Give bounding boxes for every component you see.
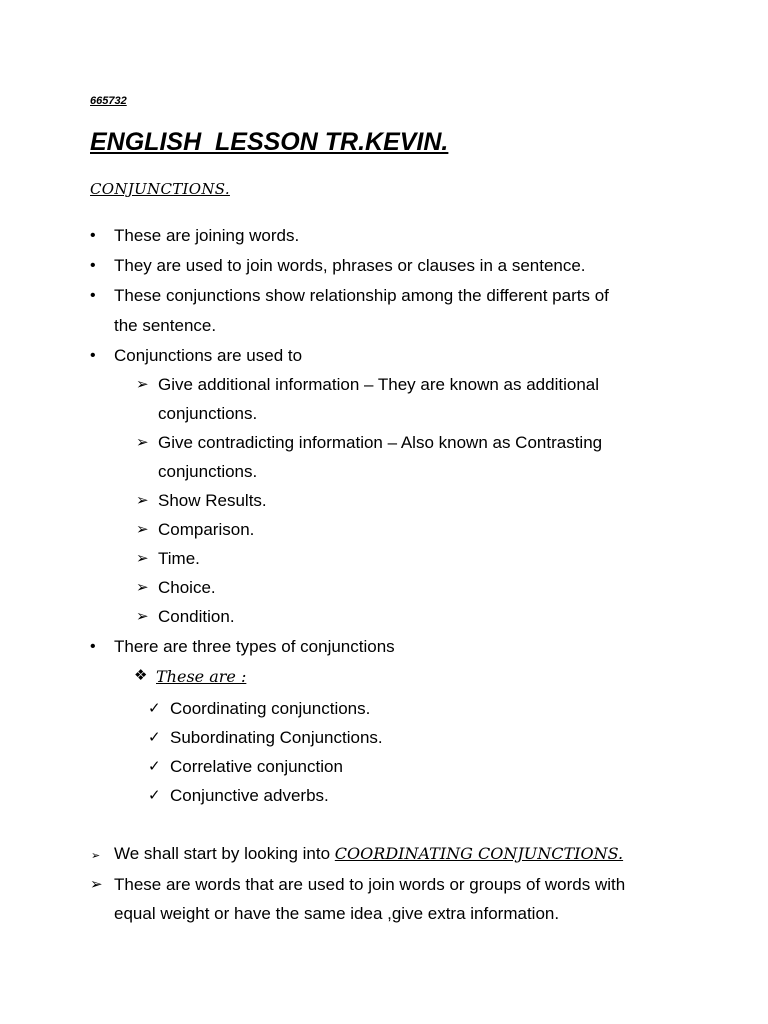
arrow-bullet-icon: ➢ bbox=[136, 492, 149, 509]
list-item: Conjunctions are used to bbox=[114, 346, 303, 365]
check-list-item: Correlative conjunction bbox=[170, 757, 343, 776]
arrow-bullet-icon: ➢ bbox=[91, 850, 101, 862]
check-icon: ✓ bbox=[148, 700, 161, 717]
diamond-bullet-icon: ❖ bbox=[134, 667, 148, 684]
arrow-bullet-icon: ➢ bbox=[136, 579, 149, 596]
bullet-icon: • bbox=[90, 227, 96, 244]
closing-text: We shall start by looking into bbox=[114, 844, 335, 863]
sub-list-item: Condition. bbox=[158, 607, 235, 626]
list-item-continuation: the sentence. bbox=[114, 316, 217, 335]
arrow-bullet-icon: ➢ bbox=[136, 434, 149, 451]
arrow-bullet-icon: ➢ bbox=[136, 550, 149, 567]
sub-list-item-continuation: conjunctions. bbox=[158, 462, 258, 481]
list-item: These conjunctions show relationship among the different parts of bbox=[114, 286, 609, 305]
check-list-item: Conjunctive adverbs. bbox=[170, 786, 329, 805]
section-heading: CONJUNCTIONS. bbox=[90, 180, 230, 198]
bullet-icon: • bbox=[90, 347, 96, 364]
emphasis-heading: COORDINATING CONJUNCTIONS. bbox=[334, 844, 624, 863]
check-list-item: Coordinating conjunctions. bbox=[170, 699, 371, 718]
closing-line: These are words that are used to join words or groups of words with bbox=[114, 875, 626, 894]
sub-list-item: Choice. bbox=[158, 578, 216, 597]
sub-list-item: Show Results. bbox=[158, 491, 267, 510]
sub-list-item-continuation: conjunctions. bbox=[158, 404, 258, 423]
sub-list-item: Give contradicting information – Also known as Contrasting bbox=[158, 433, 603, 452]
list-item: These are joining words. bbox=[114, 226, 300, 245]
check-icon: ✓ bbox=[148, 729, 161, 746]
sub-list-item: Comparison. bbox=[158, 520, 255, 539]
bullet-icon: • bbox=[90, 287, 96, 304]
arrow-bullet-icon: ➢ bbox=[90, 876, 103, 893]
list-item: They are used to join words, phrases or clauses in a sentence. bbox=[114, 256, 586, 275]
check-list-item: Subordinating Conjunctions. bbox=[170, 728, 383, 747]
bullet-icon: • bbox=[90, 638, 96, 655]
check-icon: ✓ bbox=[148, 787, 161, 804]
sub-heading: These are : bbox=[156, 667, 247, 686]
document-id: 665732 bbox=[90, 95, 127, 107]
sub-list-item: Give additional information – They are known as additional bbox=[158, 375, 600, 394]
bullet-icon: • bbox=[90, 257, 96, 274]
check-icon: ✓ bbox=[148, 758, 161, 775]
arrow-bullet-icon: ➢ bbox=[136, 521, 149, 538]
arrow-bullet-icon: ➢ bbox=[136, 376, 149, 393]
list-item: There are three types of conjunctions bbox=[114, 637, 395, 656]
sub-list-item: Time. bbox=[158, 549, 200, 568]
closing-line bbox=[114, 844, 623, 864]
closing-line-continuation: equal weight or have the same idea ,give extra information. bbox=[114, 904, 560, 923]
page-title: ENGLISH LESSON TR.KEVIN. bbox=[90, 128, 449, 156]
arrow-bullet-icon: ➢ bbox=[136, 608, 149, 625]
